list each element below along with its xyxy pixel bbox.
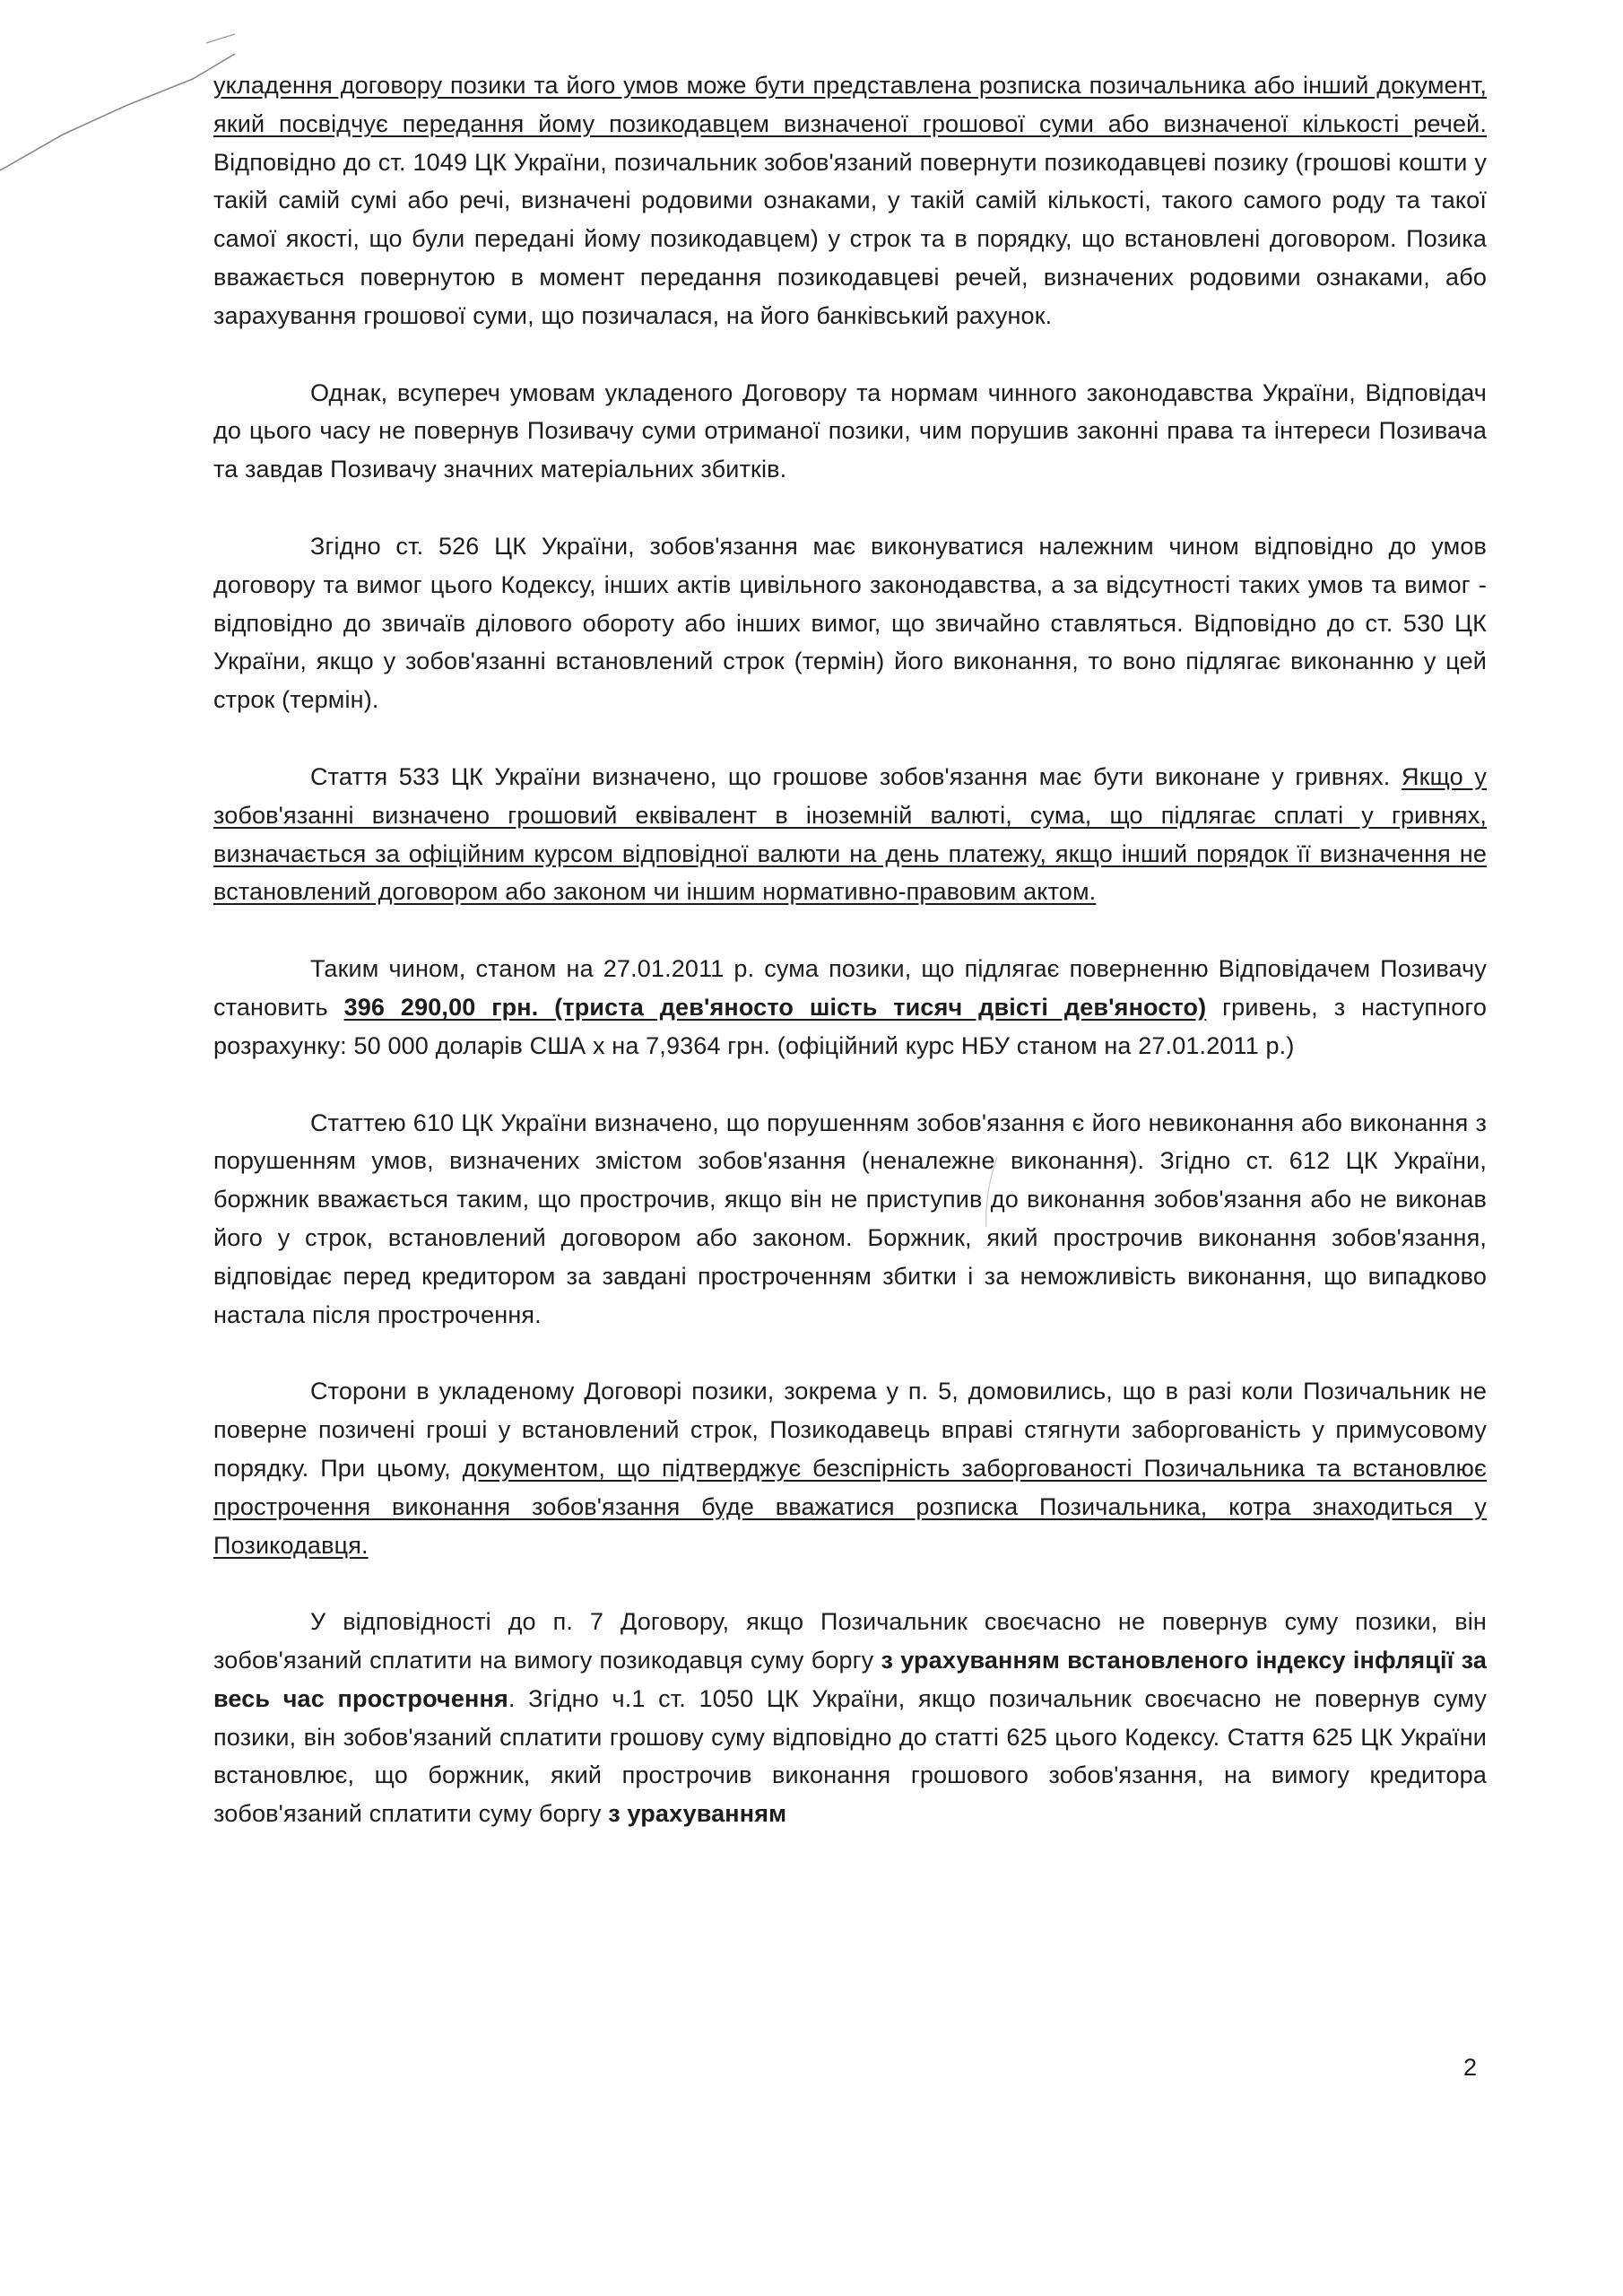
text-run: Однак, всупереч умовам укладеного Договору та нормам чинного законодавства України, Відповідач до цього часу не повернув Позивачу суми отриманої позики, чим порушив законні права та інтереси Позивача та завдав Позивачу значних матеріальних збитків. bbox=[213, 378, 1487, 483]
text-run: Відповідно до ст. 1049 ЦК України, позичальник зобов'язаний повернути позикодавцеві позику (грошові кошти у такій самій сумі або речі, визначені родовими ознаками, у такій самій кількості, такого самого роду та такої самої якості, що були передані йому позикодавцем) у строк та в порядку, що встановлені договором. Позика вважається повернутою в момент передання позикодавцеві речей, визначених родовими ознаками, або зарахування грошової суми, що позичалася, на його банківський рахунок. bbox=[213, 148, 1487, 329]
paragraph-5 bbox=[213, 950, 1487, 1065]
text-run: . Згідно ч.1 ст. 1050 ЦК України, якщо позичальник своєчасно не повернув суму позики, він зобов'язаний сплатити грошову суму відповідно до статті 625 цього Кодексу. Стаття 625 ЦК України встановлює, що боржник, який прострочив виконання грошового зобов'язання, на вимогу кредитора зобов'язаний сплатити суму боргу bbox=[213, 1684, 1487, 1828]
paragraph-3 bbox=[213, 527, 1487, 719]
bold-text-run: 396 290,00 грн. (триста дев'яносто шість тисяч двісті дев'яносто) bbox=[343, 993, 1207, 1021]
underlined-text-run: документом, що підтверджує безспірність заборгованості Позичальника та встановлює прострочення виконання зобов'язання буде вважатися розписка Позичальника, котра знаходиться у Позикодавця. bbox=[213, 1454, 1487, 1559]
paragraph-4 bbox=[213, 758, 1487, 911]
underlined-text-run: Якщо у зобов'язанні визначено грошовий еквівалент в іноземній валюті, сума, що підлягає сплаті у гривнях, визначається за офіційним курсом відповідної валюти на день платежу, якщо інший порядок її визначення не встановлений договором або законом чи іншим нормативно-правовим актом. bbox=[213, 762, 1487, 906]
bold-text-run: з урахуванням bbox=[608, 1800, 787, 1828]
underlined-text-run: укладення договору позики та його умов може бути представлена розписка позичальника або інший документ, який посвідчує передання йому позикодавцем визначеної грошової суми або визначеної кількості речей. bbox=[213, 72, 1487, 137]
text-run: Сторони в укладеному Договорі позики, зокрема у п. 5, домовились, що в разі коли Позичальник не поверне позичені гроші у встановлений строк, Позикодавець вправі стягнути заборгованість у примусовому порядку. При цьому, bbox=[213, 1378, 1487, 1482]
text-run: Стаття 533 ЦК України визначено, що грошове зобов'язання має бути виконане у гривнях. bbox=[310, 762, 1402, 790]
text-run: гривень, з наступного розрахунку: 50 000 доларів США х на 7,9364 грн. (офіційний курс НБУ станом на 27.01.2011 р.) bbox=[213, 993, 1487, 1059]
text-run: Статтею 610 ЦК України визначено, що порушенням зобов'язання є його невиконання або виконання з порушенням умов, визначених змістом зобов'язання (неналежне виконання). Згідно ст. 612 ЦК України, боржник вважається таким, що прострочив, якщо він не приступив до виконання зобов'язання або не виконав його у строк, встановлений договором або законом. Боржник, який прострочив виконання зобов'язання, відповідає перед кредитором за завдані простроченням збитки і за неможливість виконання, що випадково настала після прострочення. bbox=[213, 1109, 1487, 1328]
paragraph-6 bbox=[213, 1104, 1487, 1335]
paragraph-8 bbox=[213, 1603, 1487, 1833]
document-body bbox=[213, 66, 1487, 1872]
paragraph-7 bbox=[213, 1372, 1487, 1564]
text-run: Таким чином, станом на 27.01.2011 р. сума позики, що підлягає поверненню Відповідачем Позивачу становить bbox=[213, 955, 1487, 1021]
text-run: У відповідності до п. 7 Договору, якщо Позичальник своєчасно не повернув суму позики, він зобов'язаний сплатити на вимогу позикодавця суму боргу bbox=[213, 1608, 1487, 1674]
paragraph-2 bbox=[213, 374, 1487, 489]
text-run: Згідно ст. 526 ЦК України, зобов'язання має виконуватися належним чином відповідно до умов договору та вимог цього Кодексу, інших актів цивільного законодавства, а за відсутності таких умов та вимог - відповідно до звичаїв ділового обороту або інших вимог, що звичайно ставляться. Відповідно до ст. 530 ЦК України, якщо у зобов'язанні встановлений строк (термін) його виконання, то воно підлягає виконанню у цей строк (термін). bbox=[213, 532, 1487, 714]
bold-text-run: з урахуванням встановленого індексу інфляції за весь час прострочення bbox=[213, 1647, 1487, 1712]
paragraph-1 bbox=[213, 66, 1487, 335]
page-number: 2 bbox=[1463, 2054, 1478, 2081]
